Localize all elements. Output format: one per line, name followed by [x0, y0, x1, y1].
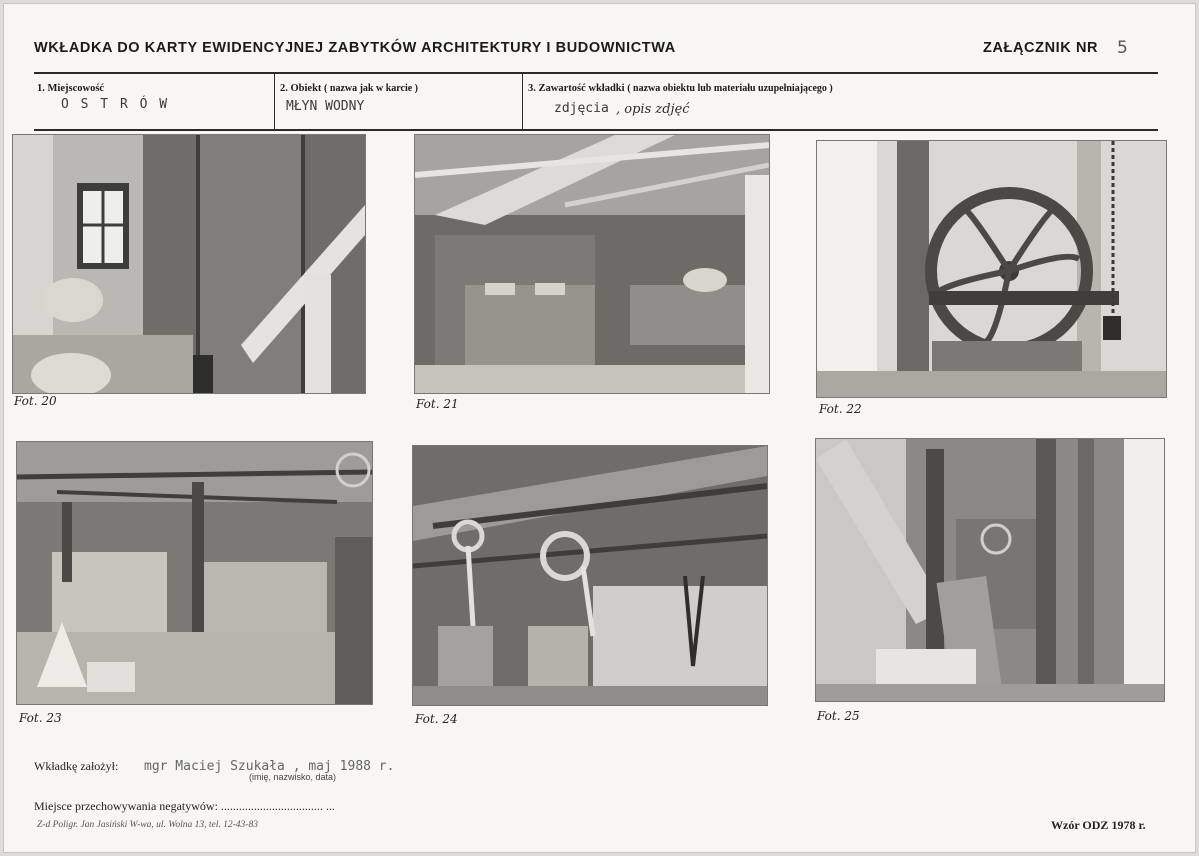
photo-20	[12, 134, 366, 394]
founder-hint: (imię, nazwisko, data)	[249, 772, 337, 782]
place-label: 1. Miejscowość	[37, 83, 105, 94]
inventory-card-sheet	[3, 3, 1196, 853]
photo-20-image	[13, 135, 365, 393]
contents-value: zdjęcia	[554, 101, 609, 116]
photo-20-caption: Fot. 20	[14, 394, 57, 408]
photo-25-caption: Fot. 25	[817, 709, 860, 723]
object-label-note: ( nazwa jak w karcie )	[324, 83, 419, 94]
photo-24-image	[413, 446, 767, 705]
photo-25	[815, 438, 1165, 702]
photo-21-image	[415, 135, 769, 393]
printer-imprint: Z-d Poligr. Jan Jasiński W-wa, ul. Wolna 13, tel. 12-43-83	[37, 820, 258, 830]
photo-22-caption: Fot. 22	[819, 402, 862, 416]
photo-24-caption: Fot. 24	[415, 712, 458, 726]
place-value: O S T R Ó W	[61, 97, 170, 112]
header-rule	[34, 72, 1158, 74]
contents-label	[528, 83, 833, 94]
photo-22	[816, 140, 1167, 398]
photo-22-image	[817, 141, 1166, 397]
field-divider-2	[522, 73, 523, 130]
object-value: MŁYN WODNY	[286, 99, 365, 114]
field-divider-1	[274, 73, 275, 130]
annex-number: 5	[1117, 38, 1128, 58]
annex-label: ZAŁĄCZNIK NR	[983, 40, 1099, 56]
founder-value: mgr Maciej Szukała , maj 1988 r.	[144, 759, 395, 774]
contents-label-text: 3. Zawartość wkładki	[528, 83, 625, 94]
photo-23-caption: Fot. 23	[19, 711, 62, 725]
card-title: WKŁADKA DO KARTY EWIDENCYJNEJ ZABYTKÓW ARCHITEKTURY I BUDOWNICTWA	[34, 40, 676, 56]
photo-25-image	[816, 439, 1164, 701]
founder-label: Wkładkę założył:	[34, 759, 119, 773]
photo-24	[412, 445, 768, 706]
contents-handwritten: , opis zdjęć	[616, 102, 690, 117]
object-label	[280, 83, 418, 94]
photo-21-caption: Fot. 21	[416, 397, 459, 411]
fields-bottom-rule	[34, 129, 1158, 131]
object-label-text: 2. Obiekt	[280, 83, 322, 94]
contents-label-note: ( nazwa obiektu lub materiału uzupełniającego )	[627, 83, 833, 94]
form-version: Wzór ODZ 1978 r.	[1051, 818, 1146, 832]
storage-label: Miejsce przechowywania negatywów: .................................. ...	[34, 799, 335, 813]
photo-23	[16, 441, 373, 705]
photo-21	[414, 134, 770, 394]
photo-23-image	[17, 442, 372, 704]
